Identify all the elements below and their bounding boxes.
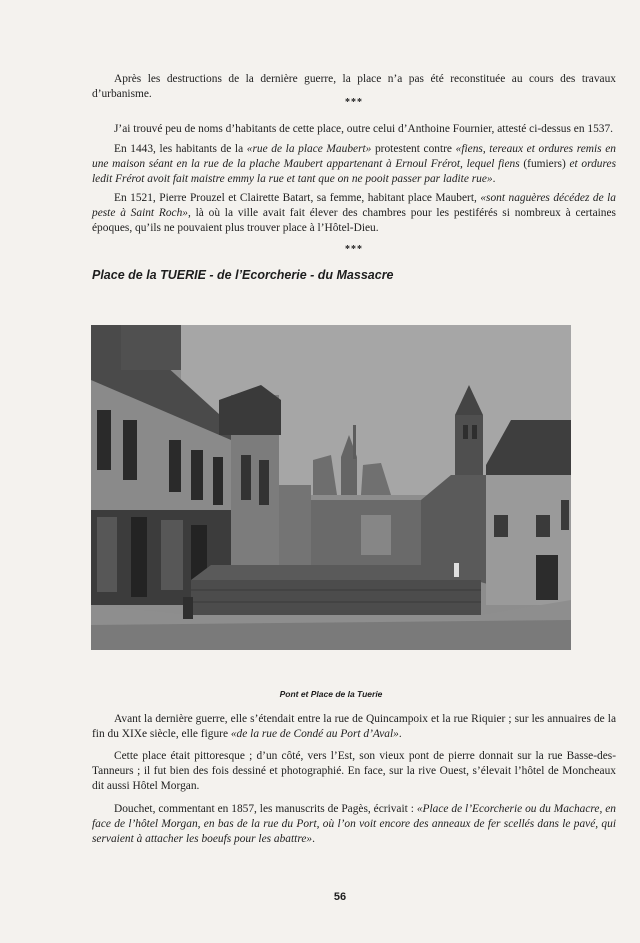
p7-a: Douchet, commentant en 1857, les manuscrits de Pagès, écrivait : [114, 803, 417, 815]
paragraph-4-text [92, 191, 616, 236]
page-number: 56 [333, 891, 347, 903]
street-photograph [91, 325, 571, 650]
separator-1: *** [345, 97, 363, 108]
p3-b: «rue de la place Maubert» [246, 143, 372, 155]
p5-b: «de la rue de Condé au Port d’Aval» [230, 728, 399, 740]
paragraph-5-text [92, 712, 616, 742]
p3-f: et ordures ledit Frérot avoit fait maistre emmy la rue et tant que on ne pooit passer par ladite rue» [92, 158, 616, 185]
p3-d: «fiens, tereaux et ordures remis en une maison séant en la rue de la plache Maubert appartenant à Ernoul Frérot, lequel fiens [92, 143, 616, 170]
p3-g: . [492, 173, 496, 185]
photo-caption: Pont et Place de la Tuerie [279, 689, 383, 699]
p7-b: «Place de l’Ecorcherie ou du Machacre, en face de l’hôtel Morgan, en bas de la rue du Port, où l’on voit encore des anneaux de fer scellés dans le pavé, qui servaient à attacher les boeufs pour les abattre» [92, 803, 616, 845]
paragraph-7-text [92, 802, 616, 847]
p3-e: (fumiers) [519, 158, 570, 170]
separator-2: *** [345, 244, 363, 255]
p4-c: , là où la ville avait fait élever des chambres pour les pestiférés si nombreux à certaines époques, qu’ils ne pouvaient plus trouver place à l’Hôtel-Dieu. [92, 207, 616, 234]
p3-c: protestent contre [371, 143, 456, 155]
paragraph-6 [92, 749, 616, 794]
p4-b: «sont naguères décédez de la peste à Saint Roch» [92, 192, 616, 219]
paragraph-3 [92, 142, 616, 187]
p5-c: . [398, 728, 402, 740]
paragraph-5 [92, 712, 616, 742]
p7-c: . [312, 833, 315, 845]
paragraph-7 [92, 802, 616, 847]
paragraph-4 [92, 191, 616, 236]
p4-a: En 1521, Pierre Prouzel et Clairette Batart, sa femme, habitant place Maubert, [114, 192, 481, 204]
section-heading: Place de la TUERIE - de l’Ecorcherie - du Massacre [92, 268, 394, 282]
p3-a: En 1443, les habitants de la [114, 143, 247, 155]
p5-a: Avant la dernière guerre, elle s’étendait entre la rue de Quincampoix et la rue Riquier ; sur les annuaires de la fin du XIXe siècle, elle figure [92, 713, 616, 740]
paragraph-2-text: J’ai trouvé peu de noms d’habitants de cette place, outre celui d’Anthoine Fournier, attesté ci-dessus en 1537. [114, 123, 613, 135]
paragraph-2 [92, 122, 616, 137]
paragraph-3-text [92, 142, 616, 187]
paragraph-1-text: Après les destructions de la dernière guerre, la place n’a pas été reconstituée au cours des travaux d’urbanisme. [92, 73, 616, 100]
paragraph-6-text: Cette place était pittoresque ; d’un côté, vers l’Est, son vieux pont de pierre donnait sur la rue Basse-des-Tanneurs ; il fut bien des fois dessiné et photographié. En face, sur la rive Ouest, s’élevait l’hôtel de Moncheaux dit aussi Hôtel Morgan. [92, 750, 616, 792]
